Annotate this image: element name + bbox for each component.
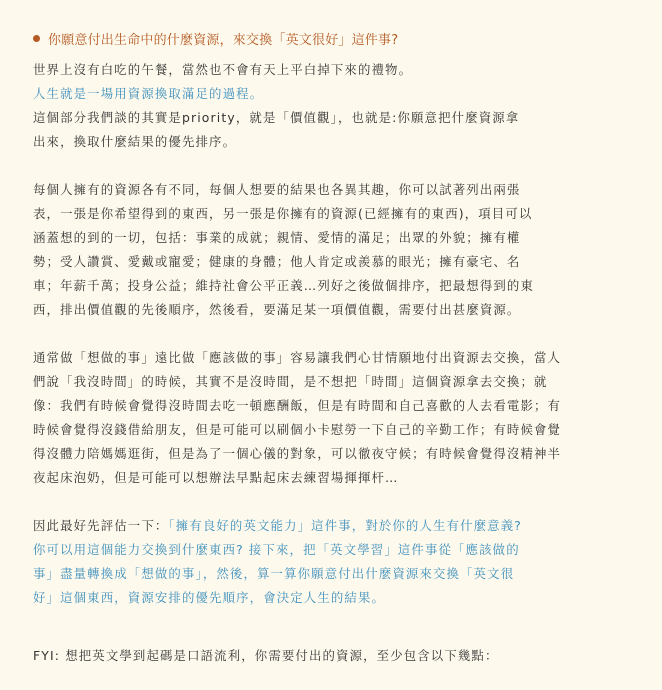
paragraph-gap xyxy=(33,322,630,346)
p3-line-6: 夜起床泡奶，但是可能可以想辦法早點起床去練習場揮揮杆… xyxy=(33,470,399,485)
p3-line-5: 得沒體力陪媽媽逛街，但是為了一個心儀的對象，可以徹夜守候；有時候會覺得沒精神半 xyxy=(33,446,562,461)
article-heading xyxy=(33,28,630,48)
p1-line-1: 世界上沒有白吃的午餐，當然也不會有天上平白掉下來的禮物。 xyxy=(33,62,413,77)
spacer xyxy=(33,634,630,644)
bullet-icon xyxy=(33,35,40,42)
heading-text: 你願意付出生命中的什麼資源，來交換「英文很好」這件事? xyxy=(48,32,399,48)
p1-line-2-highlight: 人生就是一場用資源換取滿足的過程。 xyxy=(33,86,264,101)
p2-line-5: 車；年薪千萬；投身公益；維持社會公平正義…列好之後做個排序，把最想得到的東 xyxy=(33,278,535,293)
p2-line-4: 勢；受人讚賞、愛戴或寵愛；健康的身體；他人肯定或羨慕的眼光；擁有豪宅、名 xyxy=(33,254,521,269)
p1-line-3: 這個部分我們談的其實是priority，就是「價值觀」，也就是:你願意把什麼資源拿 xyxy=(33,110,520,125)
paragraph-gap xyxy=(33,154,630,178)
p1-line-4: 出來，換取什麼結果的優先排序。 xyxy=(33,134,237,149)
p3-line-2: 們說「我沒時間」的時候，其實不是沒時間，是不想把「時間」這個資源拿去交換；就 xyxy=(33,374,548,389)
p2-line-3: 涵蓋想的到的一切，包括：事業的成就；親情、愛情的滿足；出眾的外貌；擁有權 xyxy=(33,230,521,245)
p4-line-2-highlight: 你可以用這個能力交換到什麼東西? 接下來，把「英文學習」這件事從「應該做的 xyxy=(33,542,520,557)
p4-line-1 xyxy=(33,514,630,538)
p4-line-3-highlight: 事」盡量轉換成「想做的事」，然後，算一算你願意付出什麼資源來交換「英文很 xyxy=(33,566,515,581)
p3-line-3: 像：我們有時候會覺得沒時間去吃一頓應酬飯，但是有時間和自己喜歡的人去看電影；有 xyxy=(33,398,562,413)
p4-line-1-intro: 因此最好先評估一下： xyxy=(33,518,169,533)
p4-line-4-highlight: 好」這個東西，資源安排的優先順序，會決定人生的結果。 xyxy=(33,590,386,605)
p3-line-1: 通常做「想做的事」遠比做「應該做的事」容易讓我們心甘情願地付出資源去交換，當人 xyxy=(33,350,562,365)
p2-line-2: 表，一張是你希望得到的東西，另一張是你擁有的資源(已經擁有的東西)，項目可以 xyxy=(33,206,533,221)
p5-line-1: FYI: 想把英文學到起碼是口語流利，你需要付出的資源，至少包含以下幾點： xyxy=(33,648,499,663)
spacer xyxy=(33,48,630,58)
p2-line-6: 西，排出價值觀的先後順序，然後看，要滿足某一項價值觀，需要付出甚麼資源。 xyxy=(33,302,521,317)
paragraph-gap xyxy=(33,610,630,634)
p3-line-4: 時候會覺得沒錢借給朋友，但是可能可以刷個小卡慰勞一下自己的辛勤工作；有時候會覺 xyxy=(33,422,562,437)
p2-line-1: 每個人擁有的資源各有不同，每個人想要的結果也各異其趣，你可以試著列出兩張 xyxy=(33,182,521,197)
p4-line-1-highlight: 「擁有良好的英文能力」這件事，對於你的人生有什麼意義? xyxy=(168,518,522,533)
paragraph-gap xyxy=(33,490,630,514)
